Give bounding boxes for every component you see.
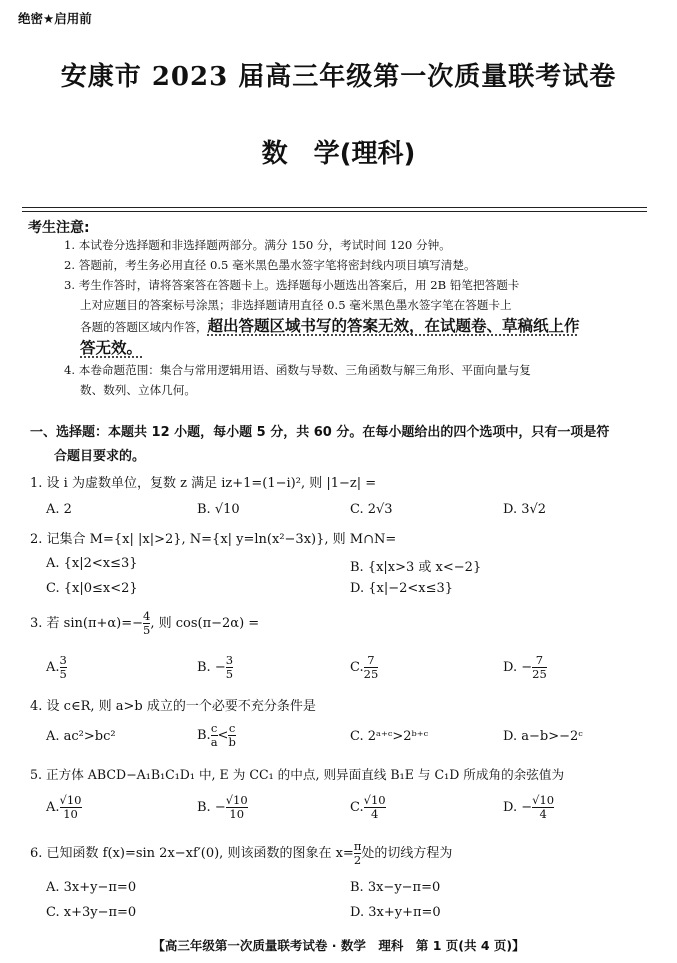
notice-item-3-text: 各题的答题区域内作答， bbox=[80, 320, 208, 334]
option-label: B. − bbox=[197, 800, 226, 815]
section-heading-line-2: 合题目要求的。 bbox=[54, 449, 146, 464]
fraction-denominator: a bbox=[210, 735, 218, 749]
fraction-numerator: c bbox=[228, 721, 236, 735]
fraction-denominator: 2 bbox=[353, 853, 362, 867]
question-3-option-d bbox=[503, 654, 547, 681]
question-3-stem bbox=[30, 610, 259, 637]
option-label: C. bbox=[350, 800, 364, 815]
question-3-stem-pre: 3. 若 sin(π+α)=− bbox=[30, 616, 144, 631]
option-fraction bbox=[532, 654, 547, 681]
fraction-denominator: 4 bbox=[370, 807, 379, 821]
question-5-stem: 5. 正方体 ABCD−A₁B₁C₁D₁ 中, E 为 CC₁ 的中点, 则异面直线 B₁E 与 C₁D 所成角的余弦值为 bbox=[30, 767, 565, 782]
question-6-option-a: A. 3x+y−π=0 bbox=[46, 880, 137, 895]
option-fraction bbox=[60, 794, 82, 821]
question-6-stem bbox=[30, 840, 452, 867]
notice-emphasis-1: 超出答题区域书写的答案无效，在试题卷、草稿纸上作 bbox=[207, 317, 580, 335]
exam-title: 安康市 2023 届高三年级第一次质量联考试卷 bbox=[60, 62, 617, 92]
fraction-denominator: 10 bbox=[63, 807, 78, 821]
fraction-numerator: √10 bbox=[59, 793, 82, 807]
fraction-numerator: 7 bbox=[535, 653, 544, 667]
fraction-numerator: 3 bbox=[225, 653, 234, 667]
subject-title: 数 学(理科) bbox=[261, 139, 416, 169]
question-5-option-c bbox=[350, 794, 386, 821]
question-1-option-d: D. 3√2 bbox=[503, 502, 547, 517]
option-fraction bbox=[226, 654, 233, 681]
fraction-denominator: b bbox=[228, 735, 236, 749]
notice-item-4-line-2: 数、数列、立体几何。 bbox=[80, 383, 196, 397]
question-4-option-c: C. 2ᵃ⁺ᶜ>2ᵇ⁺ᶜ bbox=[350, 729, 429, 744]
notice-item-3-line-2: 上对应题目的答案标号涂黑；非选择题请用直径 0.5 毫米黑色墨水签字笔在答题卡上 bbox=[80, 298, 512, 312]
question-1-option-a: A. 2 bbox=[46, 502, 72, 517]
question-2-option-d: D. {x|−2<x≤3} bbox=[350, 581, 454, 596]
confidential-label: 绝密★启用前 bbox=[18, 11, 92, 26]
option-fraction bbox=[364, 654, 379, 681]
question-4-option-d: D. a−b>−2ᶜ bbox=[503, 729, 583, 744]
fraction-numerator: √10 bbox=[532, 793, 555, 807]
page-footer: 【高三年级第一次质量联考试卷 · 数学 理科 第 1 页(共 4 页)】 bbox=[152, 938, 525, 953]
option-label: A. bbox=[46, 660, 60, 675]
divider-top bbox=[22, 207, 647, 208]
notice-item-1: 1. 本试卷分选择题和非选择题两部分。满分 150 分，考试时间 120 分钟。 bbox=[64, 238, 451, 252]
question-6-stem-post: 处的切线方程为 bbox=[361, 846, 453, 861]
question-6-option-d: D. 3x+y+π=0 bbox=[350, 905, 441, 920]
fraction-numerator: 7 bbox=[367, 653, 375, 667]
question-5-option-b bbox=[197, 794, 248, 821]
option-label: D. − bbox=[503, 660, 533, 675]
notice-item-3-line-1: 3. 考生作答时，请将答案答在答题卡上。选择题每小题选出答案后，用 2B 铅笔把答题卡 bbox=[64, 278, 520, 292]
notice-heading: 考生注意: bbox=[28, 220, 90, 236]
fraction-numerator: √10 bbox=[363, 793, 386, 807]
fraction-denominator: 5 bbox=[59, 667, 67, 681]
option-label: B. − bbox=[197, 660, 226, 675]
section-heading-line-1: 一、选择题：本题共 12 小题，每小题 5 分，共 60 分。在每小题给出的四个选项中，只有一项是符 bbox=[30, 425, 610, 440]
fraction-numerator: 3 bbox=[59, 653, 67, 667]
option-label: D. − bbox=[503, 800, 533, 815]
question-5-option-a bbox=[46, 794, 82, 821]
option-fraction bbox=[532, 794, 554, 821]
option-fraction bbox=[226, 794, 248, 821]
question-1-option-c: C. 2√3 bbox=[350, 502, 393, 517]
notice-item-3-line-3 bbox=[80, 314, 580, 336]
notice-emphasis-2: 答无效。 bbox=[80, 339, 143, 357]
fraction-denominator: 5 bbox=[225, 667, 234, 681]
question-1-option-b: B. √10 bbox=[197, 502, 240, 517]
question-1-stem: 1. 设 i 为虚数单位，复数 z 满足 iz+1=(1−i)², 则 |1−z| = bbox=[30, 476, 377, 491]
question-2-option-c: C. {x|0≤x<2} bbox=[46, 581, 138, 596]
fraction-numerator: c bbox=[210, 721, 218, 735]
question-6-stem-pre: 6. 已知函数 f(x)=sin 2x−xf′(0), 则该函数的图象在 x= bbox=[30, 846, 354, 861]
fraction-denominator: 5 bbox=[143, 623, 151, 637]
comparison-sign: < bbox=[217, 728, 229, 743]
question-6-option-b: B. 3x−y−π=0 bbox=[350, 880, 441, 895]
question-2-option-b: B. {x|x>3 或 x<−2} bbox=[350, 560, 482, 575]
question-2-option-a: A. {x|2<x≤3} bbox=[46, 556, 138, 571]
notice-item-2: 2. 答题前，考生务必用直径 0.5 毫米黑色墨水签字笔将密封线内项目填写清楚。 bbox=[64, 258, 476, 272]
divider-bottom bbox=[22, 211, 647, 212]
question-2-stem: 2. 记集合 M={x| |x|>2}, N={x| y=ln(x²−3x)}, 则 M∩N= bbox=[30, 532, 397, 547]
fraction-denominator: 4 bbox=[539, 807, 547, 821]
fraction-denominator: 10 bbox=[229, 807, 245, 821]
fraction-numerator: 4 bbox=[143, 609, 151, 623]
question-3-option-a bbox=[46, 654, 67, 681]
option-label: C. bbox=[350, 660, 364, 675]
question-3-option-b bbox=[197, 654, 233, 681]
fraction-numerator: π bbox=[353, 839, 362, 853]
question-6-option-c: C. x+3y−π=0 bbox=[46, 905, 137, 920]
option-fraction-2 bbox=[228, 722, 235, 749]
fraction-denominator: 25 bbox=[532, 667, 547, 681]
option-fraction-1 bbox=[211, 722, 218, 749]
notice-item-4-line-1: 4. 本卷命题范围：集合与常用逻辑用语、函数与导数、三角函数与解三角形、平面向量与复 bbox=[64, 363, 531, 377]
fraction-numerator: √10 bbox=[225, 793, 248, 807]
option-fraction bbox=[364, 794, 386, 821]
question-3-stem-post: , 则 cos(π−2α) = bbox=[150, 616, 260, 631]
question-3-option-c bbox=[350, 654, 378, 681]
option-label: B. bbox=[197, 728, 211, 743]
question-4-stem: 4. 设 c∈R, 则 a>b 成立的一个必要不充分条件是 bbox=[30, 699, 316, 714]
option-fraction bbox=[60, 654, 67, 681]
option-label: A. bbox=[46, 800, 60, 815]
fraction-denominator: 25 bbox=[363, 667, 379, 681]
question-4-option-b bbox=[197, 722, 236, 749]
question-5-option-d bbox=[503, 794, 554, 821]
question-4-option-a: A. ac²>bc² bbox=[46, 729, 116, 744]
